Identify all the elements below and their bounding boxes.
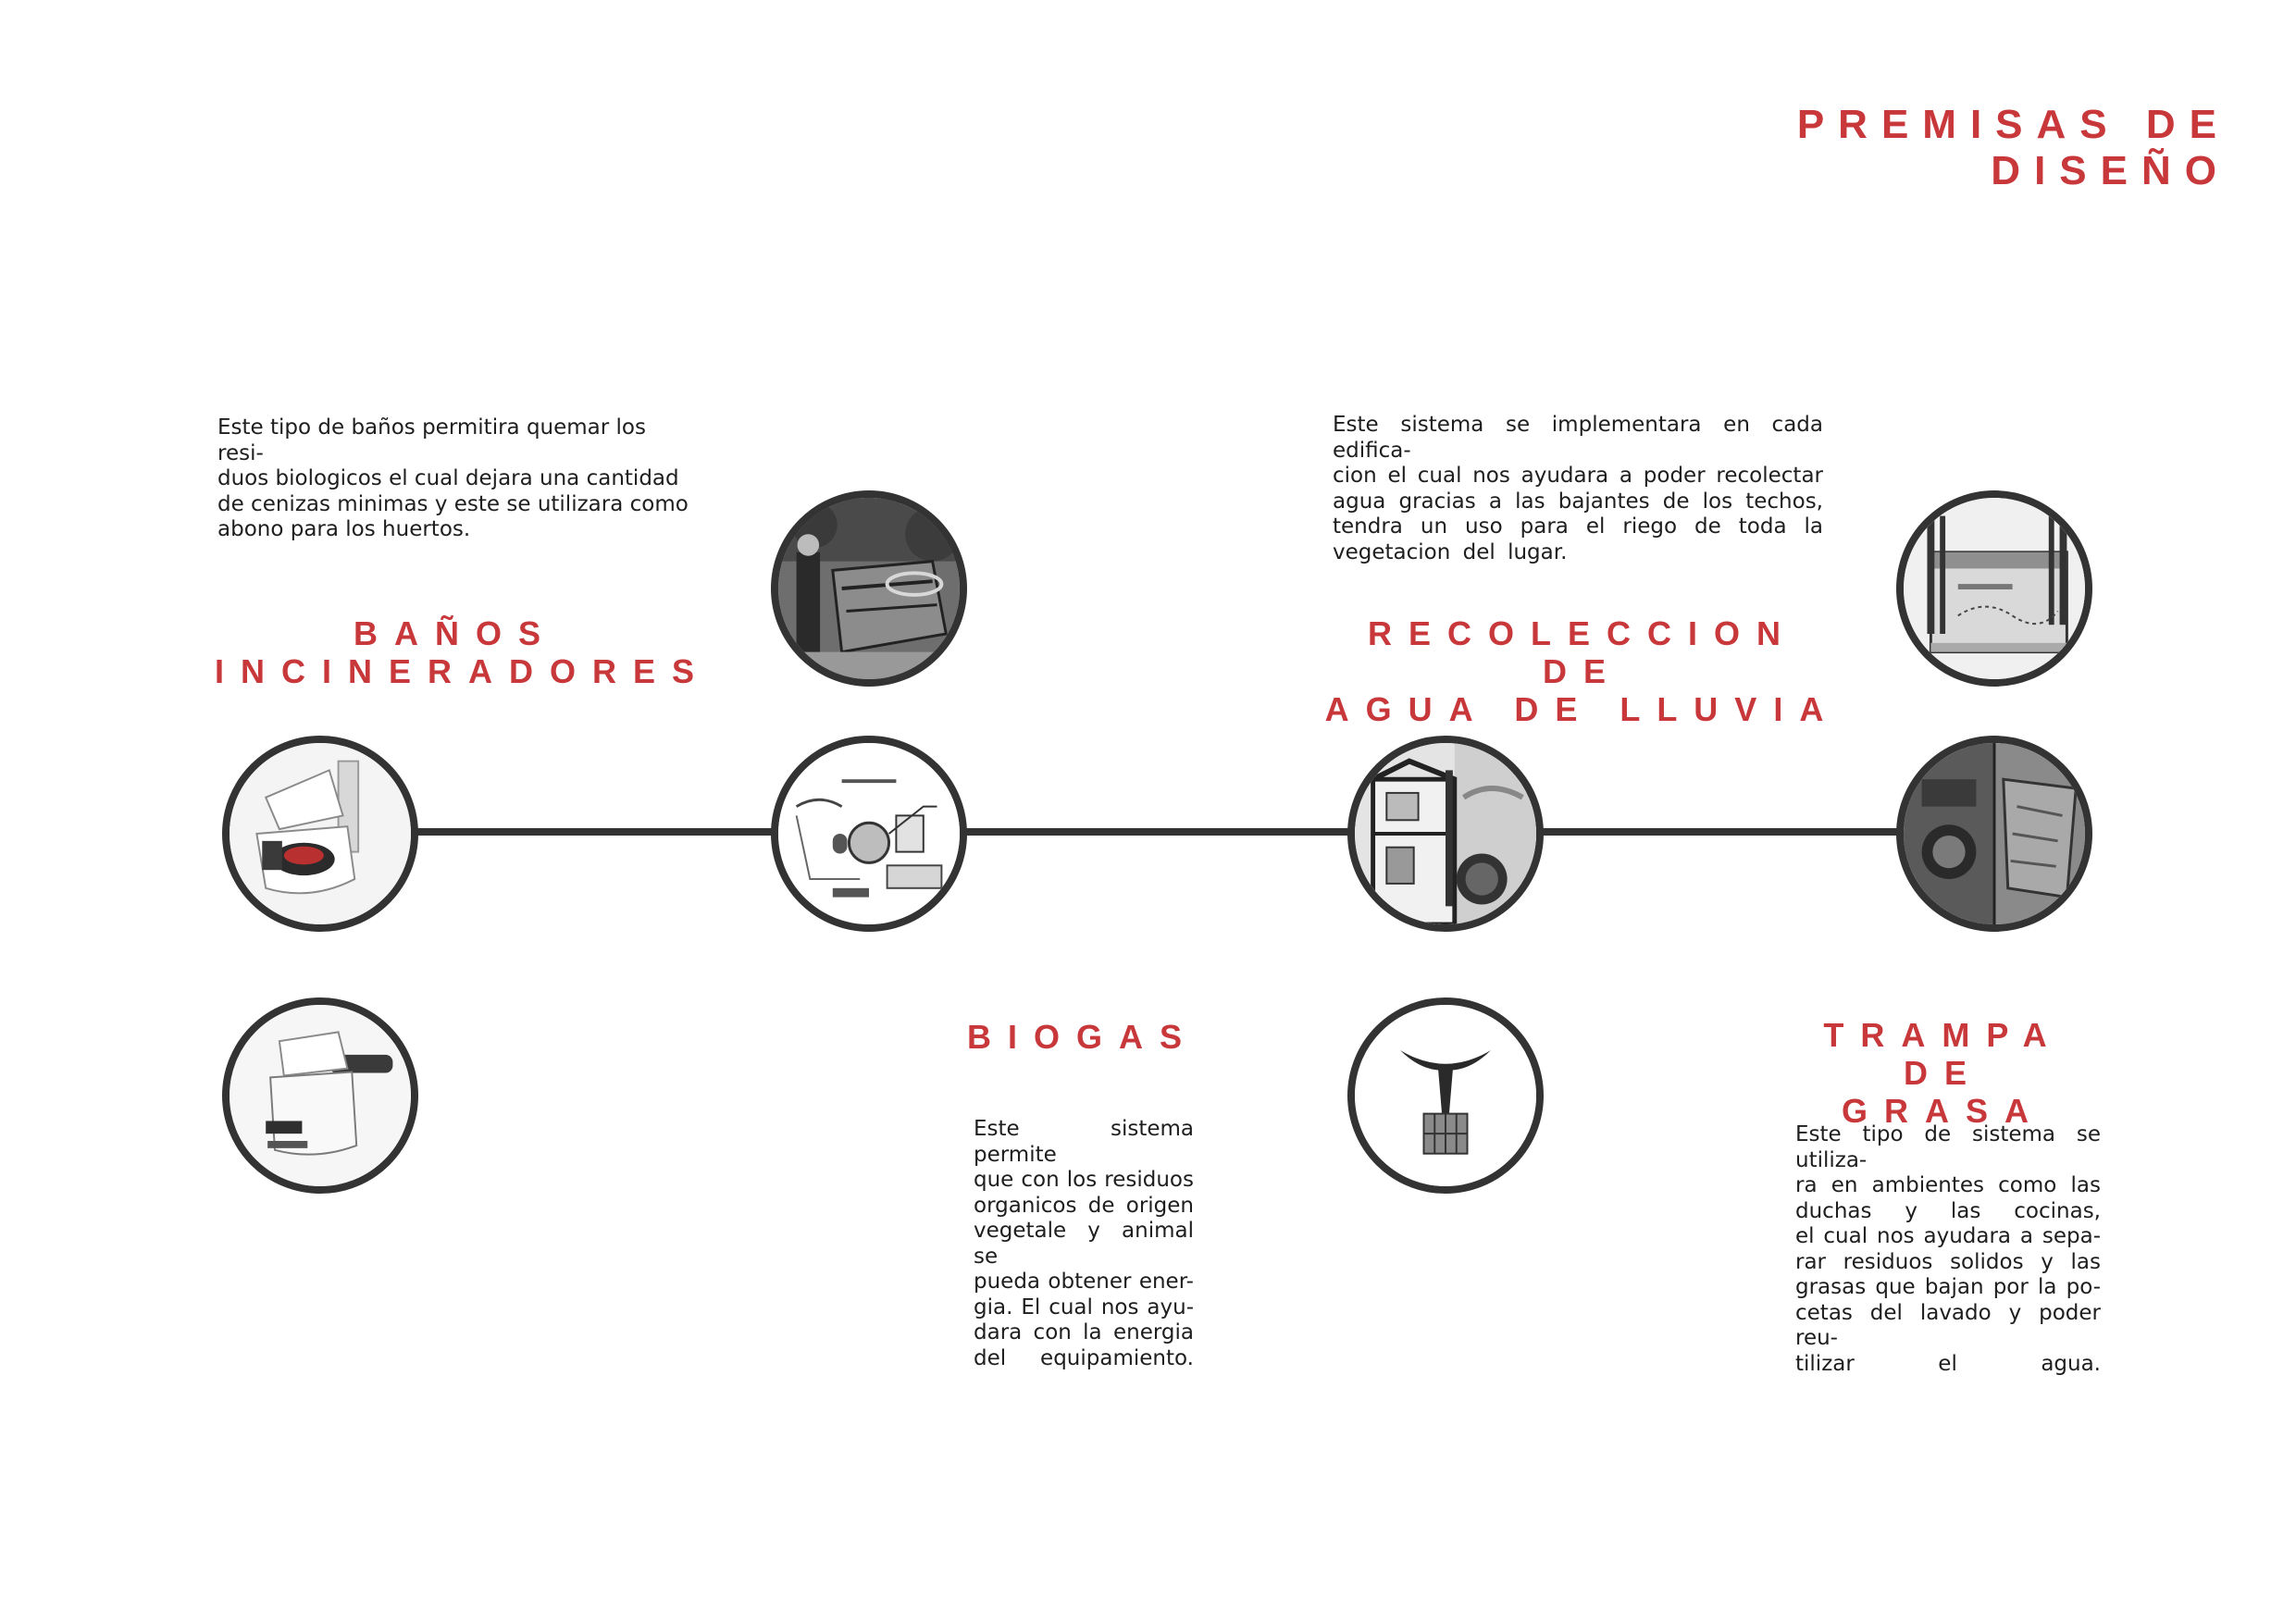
biogas-diagram: [771, 736, 967, 932]
description-line: vegetale y animal se: [974, 1219, 1194, 1269]
description-line: Este tipo de baños permitira quemar los resi-: [217, 415, 646, 465]
heading-line: RECOLECCION DE: [1367, 614, 1797, 690]
description-line: tilizar el agua.: [1795, 1351, 2101, 1376]
description-line: rar residuos solidos y las: [1795, 1249, 2101, 1274]
rainwater-diagram: [1347, 736, 1544, 932]
timeline-connector: [315, 828, 1980, 836]
description-trampa: [1795, 1122, 2101, 1377]
incinerator-icon: [778, 498, 960, 679]
heading-banos-incineradores: [215, 614, 712, 690]
biogas-icon: [778, 743, 960, 924]
incinerator-outdoor-photo: [771, 490, 967, 687]
description-line: grasas que bajan por la po-: [1795, 1275, 2101, 1299]
heading-line: BIOGAS: [966, 1018, 1198, 1056]
heading-line: GRASA: [1841, 1092, 2045, 1130]
grease-trap-photo: [1896, 736, 2092, 932]
description-line: abono para los huertos.: [217, 517, 471, 541]
description-recoleccion: [1333, 413, 1823, 565]
description-line: agua gracias a las bajantes de los techos,: [1333, 489, 1823, 514]
description-line: de cenizas minimas y este se utilizara como: [217, 491, 689, 516]
heading-trampa-grasa: [1777, 1016, 2110, 1130]
description-line: ra en ambientes como las: [1795, 1173, 2101, 1197]
page-title: PREMISAS DE DISEÑO: [1796, 102, 2230, 193]
description-line: pueda obtener ener-: [974, 1270, 1194, 1294]
grease-trap-diagram: [1896, 490, 2092, 687]
toilet-incinerator-photo: [222, 736, 418, 932]
heading-biogas: [962, 1018, 1203, 1056]
rainwater-icon: [1355, 743, 1536, 924]
description-line: gia. El cual nos ayu-: [974, 1295, 1194, 1319]
description-line: cion el cual nos ayudara a poder recolectar: [1333, 464, 1823, 488]
heading-line: BAÑOS: [353, 614, 557, 652]
description-line: Este sistema se implementara en cada edifica-: [1333, 413, 1823, 463]
description-line: tendra un uso para el riego de toda la: [1333, 514, 1823, 539]
heading-line: AGUA DE LLUVIA: [1324, 690, 1841, 728]
description-line: dara con la energia: [974, 1320, 1194, 1344]
toilet-incinerator-photo-2: [222, 997, 418, 1194]
description-line: duos biologicos el cual dejara una cantidad: [217, 466, 679, 490]
description-line: que con los residuos: [974, 1168, 1194, 1192]
description-line: organicos de origen: [974, 1193, 1194, 1218]
grease-trap-icon: [1904, 743, 2085, 924]
rainwater-collector-tree: [1347, 997, 1544, 1194]
description-line: vegetacion del lugar.: [1333, 539, 1568, 564]
description-biogas: [974, 1117, 1194, 1371]
description-banos: [217, 415, 699, 543]
heading-line: INCINERADORES: [215, 652, 712, 690]
toilet-icon: [230, 743, 411, 924]
description-line: Este sistema permite: [974, 1117, 1194, 1167]
description-line: cetas del lavado y poder reu-: [1795, 1300, 2101, 1350]
description-line: duchas y las cocinas,: [1795, 1198, 2101, 1223]
heading-recoleccion-agua: [1323, 614, 1842, 728]
toilet-icon: [230, 1005, 411, 1186]
collector-icon: [1355, 1005, 1536, 1186]
grease-trap-icon: [1904, 498, 2085, 679]
description-line: Este tipo de sistema se utiliza-: [1795, 1122, 2101, 1172]
description-line: del equipamiento.: [974, 1345, 1194, 1370]
heading-line: TRAMPA DE: [1823, 1016, 2064, 1092]
description-line: el cual nos ayudara a sepa-: [1795, 1224, 2101, 1248]
